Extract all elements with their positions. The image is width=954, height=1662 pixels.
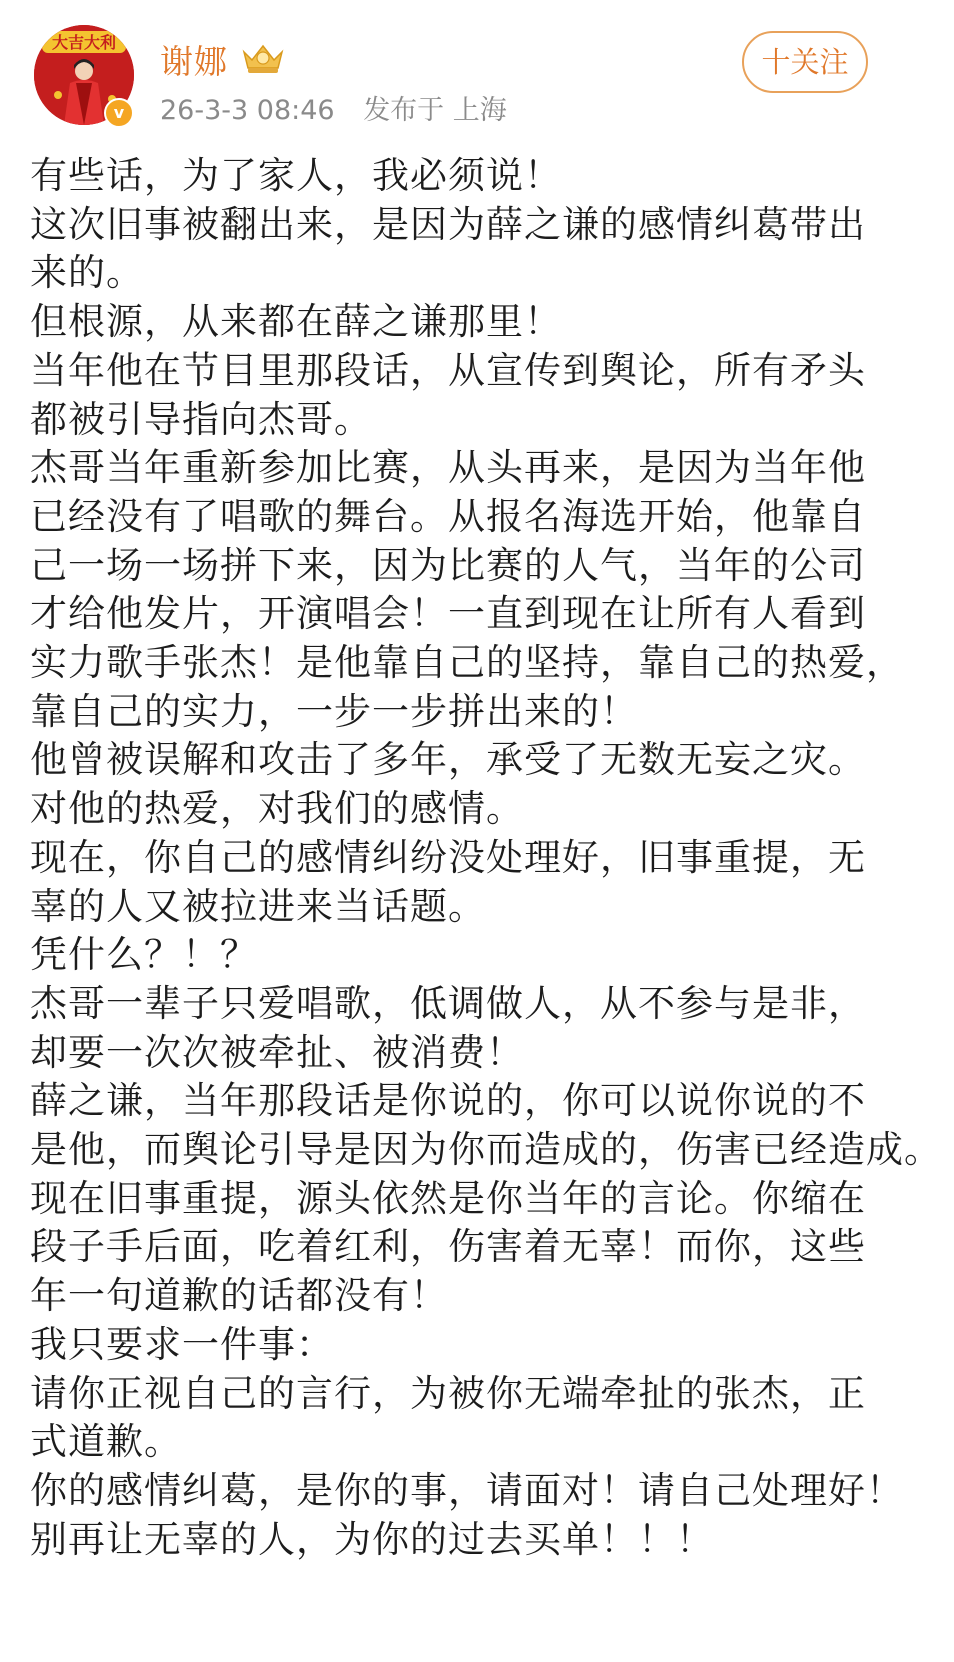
post-text-line: 来的。 [30,251,144,295]
post-text-line: 式道歉。 [30,1420,182,1464]
post-text-line: 是他，而舆论引导是因为你而造成的，伤害已经造成。 [30,1128,942,1172]
post-text-line: 这次旧事被翻出来，是因为薛之谦的感情纠葛带出 [30,202,866,246]
post-text-line: 现在，你自己的感情纠纷没处理好，旧事重提，无 [30,835,866,879]
post-timestamp: 26-3-3 08:46 [160,95,335,126]
follow-button[interactable]: 十关注 [742,31,868,93]
post-text-line: 他曾被误解和攻击了多年，承受了无数无妄之灾。 [30,738,866,782]
post-text-line: 对他的热爱，对我们的感情。 [30,787,524,831]
post-text-line: 我只要求一件事： [30,1322,334,1366]
post-text-line: 靠自己的实力，一步一步拼出来的！ [30,689,638,733]
post-text-line: 但根源，从来都在薛之谦那里！ [30,300,562,344]
post-text-line: 段子手后面，吃着红利，伤害着无辜！而你，这些 [30,1225,866,1269]
post-text-line: 己一场一场拼下来，因为比赛的人气，当年的公司 [30,543,866,587]
post-text-line: 请你正视自己的言行，为被你无端牵扯的张杰，正 [30,1371,866,1415]
post-text-line: 你的感情纠葛，是你的事，请面对！请自己处理好！ [30,1468,904,1512]
post-text-line: 已经没有了唱歌的舞台。从报名海选开始，他靠自 [30,494,866,538]
post-location: 发布于 上海 [363,95,507,126]
post-text-line: 才给他发片，开演唱会！一直到现在让所有人看到 [30,592,866,636]
post-text-line: 别再让无辜的人，为你的过去买单！！！ [30,1517,714,1561]
post-meta [160,88,507,127]
post-text-line: 却要一次次被牵扯、被消费！ [30,1030,524,1074]
post-text-line: 年一句道歉的话都没有！ [30,1274,448,1318]
post-text-line: 有些话，为了家人，我必须说！ [30,154,562,197]
post-text-line: 现在旧事重提，源头依然是你当年的言论。你缩在 [30,1176,866,1220]
post-text-line: 都被引导指向杰哥。 [30,397,372,441]
post-text-line: 杰哥当年重新参加比赛，从头再来，是因为当年他 [30,446,866,490]
avatar-lettering: 大吉大利 [51,33,117,52]
post-header [0,0,954,150]
post-text-line: 实力歌手张杰！是他靠自己的坚持，靠自己的热爱， [30,641,904,685]
post-text-line: 薛之谦，当年那段话是你说的，你可以说你说的不 [30,1079,866,1123]
post-text-line: 杰哥一辈子只爱唱歌，低调做人，从不参与是非， [30,981,866,1025]
post-text-line: 辜的人又被拉进来当话题。 [30,884,486,928]
author-name[interactable]: 谢娜 [160,42,228,81]
post-body [30,152,942,1564]
post-text-line: 凭什么？！？ [30,933,258,977]
vip-crown-badge-icon [238,38,288,76]
verified-v-icon: v [104,98,134,128]
post-text-line: 当年他在节目里那段话，从宣传到舆论，所有矛头 [30,348,866,392]
